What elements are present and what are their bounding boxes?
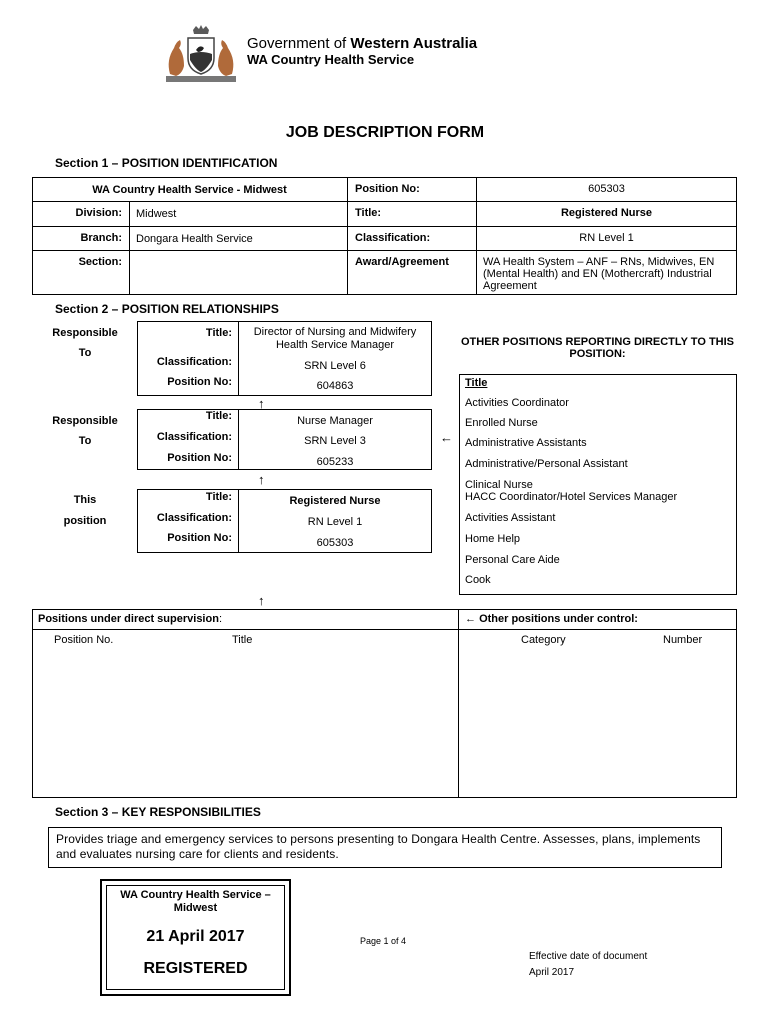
box1-position-no: 604863: [316, 380, 354, 392]
title-label: Title:: [355, 207, 382, 219]
box1-title: Director of Nursing and Midwifery Health Service Manager: [253, 326, 417, 351]
left-arrow-icon: ←: [440, 430, 453, 445]
other-position-item: Cook: [465, 574, 491, 586]
other-position-item: Administrative Assistants: [465, 437, 587, 449]
box2-position-no-label: Position No:: [167, 452, 232, 464]
classification-label: Classification:: [355, 232, 431, 244]
section3-heading: Section 3 – KEY RESPONSIBILITIES: [55, 805, 261, 819]
control-heading: ← Other positions under control:: [465, 613, 638, 625]
ctrl-col-number: Number: [663, 634, 703, 646]
wa-crest-logo: [160, 24, 242, 86]
this-position-line2: position: [63, 515, 107, 527]
other-position-item: Personal Care Aide: [465, 554, 560, 566]
box1-classification: SRN Level 6: [304, 360, 366, 372]
title-value: Registered Nurse: [560, 207, 653, 219]
up-arrow-icon: ↑: [258, 593, 265, 608]
other-positions-title-header: Title: [465, 377, 488, 389]
box1-position-no-label: Position No:: [167, 376, 232, 388]
responsible-to-2-line2: To: [78, 435, 92, 447]
responsible-to-1-line1: Responsible: [52, 327, 118, 339]
box3-classification-label: Classification:: [156, 512, 232, 524]
ctrl-col-category: Category: [521, 634, 566, 646]
division-value: Midwest: [136, 208, 177, 220]
other-position-item: Home Help: [465, 533, 521, 545]
box2-title-label: Title:: [205, 410, 232, 422]
other-positions-heading: OTHER POSITIONS REPORTING DIRECTLY TO THIS POSITION:: [461, 336, 734, 360]
box2-classification-label: Classification:: [156, 431, 232, 443]
left-arrow-icon: ←: [465, 613, 480, 625]
other-position-item: HACC Coordinator/Hotel Services Manager: [465, 491, 678, 503]
up-arrow-icon: ↑: [258, 396, 265, 411]
box2-title: Nurse Manager: [297, 415, 373, 427]
effective-date-value: April 2017: [529, 967, 575, 978]
position-no-label: Position No:: [355, 183, 420, 195]
other-position-item: Activities Assistant: [465, 512, 556, 524]
box2-position-no: 605233: [316, 456, 354, 468]
wa-country-health-service-header: WA Country Health Service: [247, 52, 415, 67]
section-label: Section:: [78, 256, 122, 268]
stamp-org: WA Country Health Service – Midwest: [120, 889, 271, 914]
stamp-date: 21 April 2017: [146, 928, 245, 945]
classification-value: RN Level 1: [579, 232, 634, 244]
this-position-line1: This: [73, 494, 97, 506]
box3-position-no-label: Position No:: [167, 532, 232, 544]
government-of-western-australia: Government of Western Australia: [247, 35, 478, 52]
box2-classification: SRN Level 3: [304, 435, 366, 447]
other-position-item: Administrative/Personal Assistant: [465, 458, 628, 470]
stamp-status: REGISTERED: [143, 960, 248, 977]
effective-date-label: Effective date of document: [529, 951, 648, 962]
award-value: WA Health System – ANF – RNs, Midwives, EN (Mental Health) and EN (Mothercraft) Industrial Agreement: [483, 256, 715, 292]
other-position-item: Clinical Nurse: [465, 479, 533, 491]
other-position-item: Activities Coordinator: [465, 397, 569, 409]
box3-title-label: Title:: [205, 491, 232, 503]
box1-classification-label: Classification:: [156, 356, 232, 368]
branch-value: Dongara Health Service: [136, 233, 253, 245]
form-title: JOB DESCRIPTION FORM: [285, 124, 485, 141]
supervision-table: [32, 609, 737, 798]
award-label: Award/Agreement: [355, 256, 449, 268]
responsible-to-2-line1: Responsible: [52, 415, 118, 427]
box3-position-no: 605303: [316, 537, 354, 549]
page-number: Page 1 of 4: [360, 936, 407, 946]
branch-label: Branch:: [80, 232, 122, 244]
responsible-to-1-line2: To: [78, 347, 92, 359]
division-label: Division:: [75, 207, 122, 219]
box3-title: Registered Nurse: [289, 495, 381, 507]
section1-heading: Section 1 – POSITION IDENTIFICATION: [55, 156, 278, 170]
section2-heading: Section 2 – POSITION RELATIONSHIPS: [55, 302, 279, 316]
sup-col-title: Title: [232, 634, 253, 646]
key-responsibilities-text: Provides triage and emergency services to persons presenting to Dongara Health Centre. Assesses, plans, implements and evaluates nursing care for clients and residents.: [56, 832, 701, 861]
up-arrow-icon: ↑: [258, 472, 265, 487]
position-no-value: 605303: [588, 183, 625, 195]
box1-title-label: Title:: [205, 327, 232, 339]
other-position-item: Enrolled Nurse: [465, 417, 538, 429]
sup-col-position: Position No.: [54, 634, 114, 646]
org-unit: WA Country Health Service - Midwest: [92, 184, 287, 196]
box3-classification: RN Level 1: [307, 516, 363, 528]
supervision-heading: Positions under direct supervision:: [38, 613, 222, 625]
